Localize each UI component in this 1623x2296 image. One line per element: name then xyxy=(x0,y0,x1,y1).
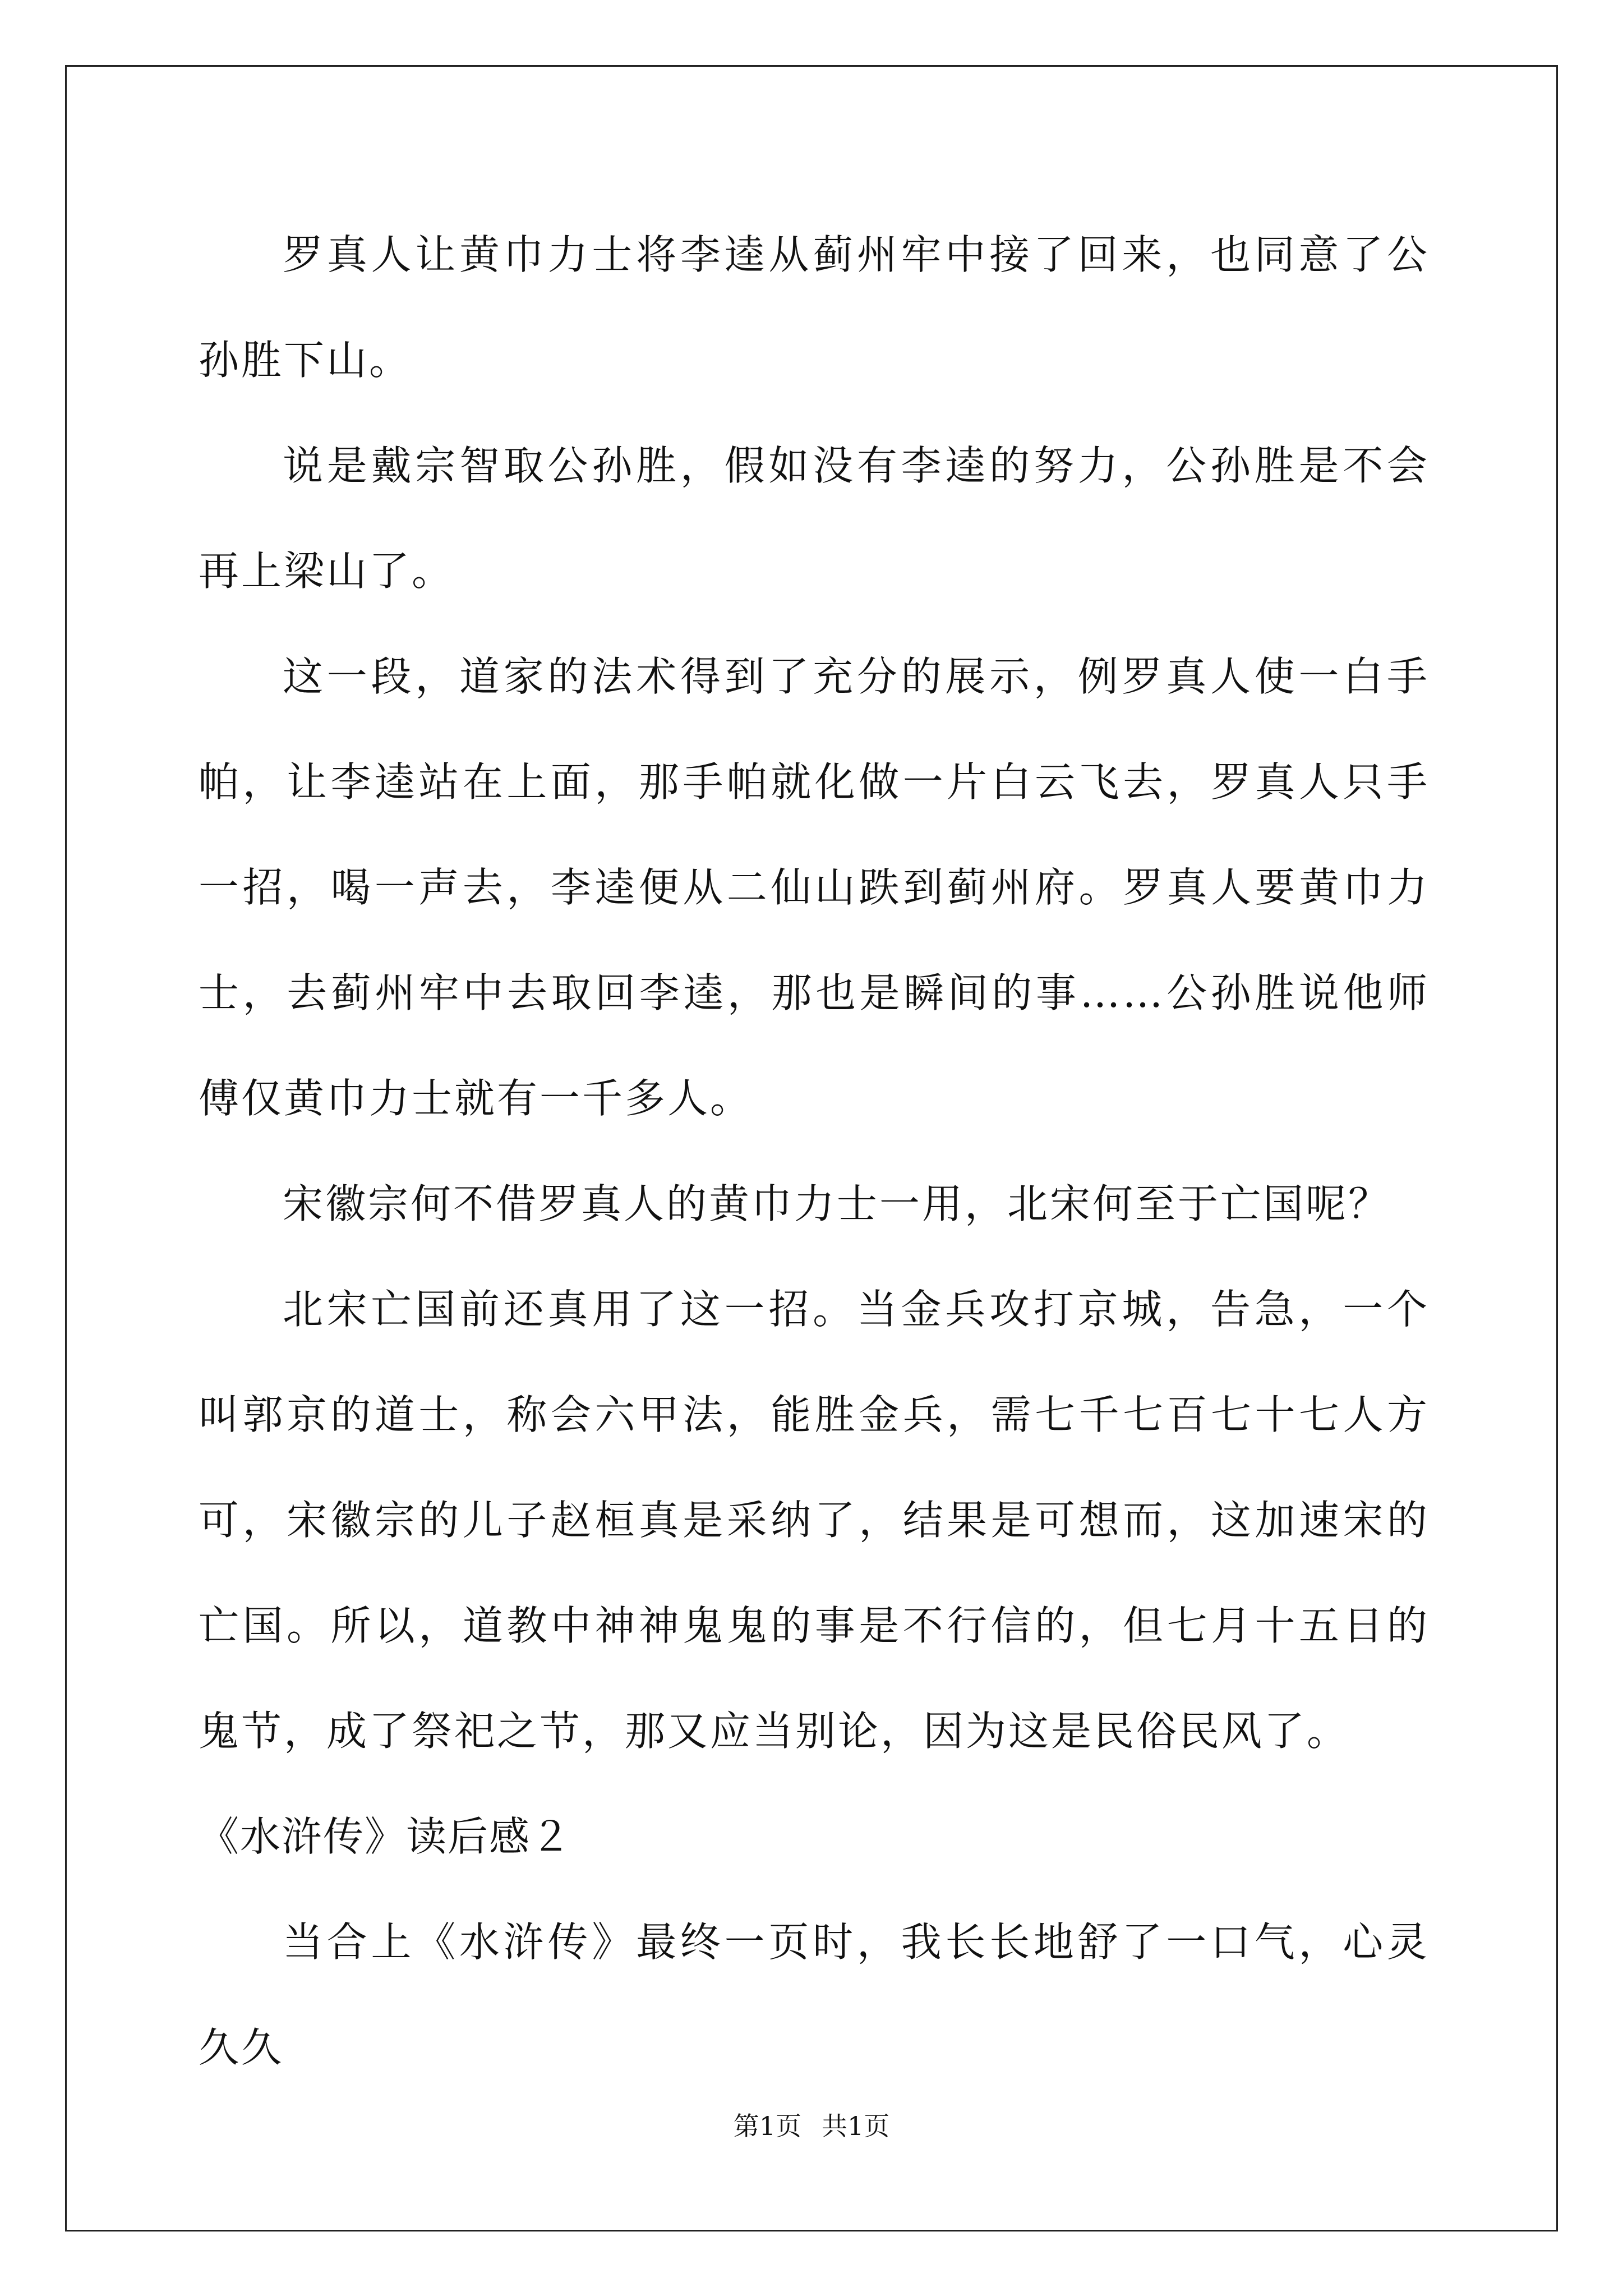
paragraph-2: 说是戴宗智取公孙胜，假如没有李逵的努力，公孙胜是不会再上梁山了。 xyxy=(199,442,1430,595)
paragraph-6: 当合上《水浒传》最终一页时，我长长地舒了一口气，心灵久久 xyxy=(199,1918,1430,2071)
paragraph-5: 北宋亡国前还真用了这一招。当金兵攻打京城，告急，一个叫郭京的道士，称会六甲法，能胜金兵，需七千七百七十七人方可，宋徽宗的儿子赵桓真是采纳了，结果是可想而，这加速宋的亡国。所以，道教中神神鬼鬼的事是不行信的，但七月十五日的鬼节，成了祭祀之节，那又应当别论，因为这是民俗民风了。 xyxy=(199,1286,1430,1755)
paragraph-3: 这一段，道家的法术得到了充分的展示，例罗真人使一白手帕，让李逵站在上面，那手帕就化做一片白云飞去，罗真人只手一招，喝一声去，李逵便从二仙山跌到蓟州府。罗真人要黄巾力士，去蓟州牢中去取回李逵，那也是瞬间的事……公孙胜说他师傅仅黄巾力士就有一千多人。 xyxy=(199,653,1430,1122)
page-number: 第1页 xyxy=(733,2111,801,2141)
section-heading: 《水浒传》读后感２ xyxy=(199,1813,573,1860)
page-total: 共1页 xyxy=(822,2111,890,2141)
paragraph-4: 宋徽宗何不借罗真人的黄巾力士一用，北宋何至于亡国呢？ xyxy=(283,1180,1391,1227)
document-body xyxy=(199,202,1430,2100)
page-footer xyxy=(0,2109,1623,2143)
paragraph-1: 罗真人让黄巾力士将李逵从蓟州牢中接了回来，也同意了公孙胜下山。 xyxy=(199,231,1430,384)
